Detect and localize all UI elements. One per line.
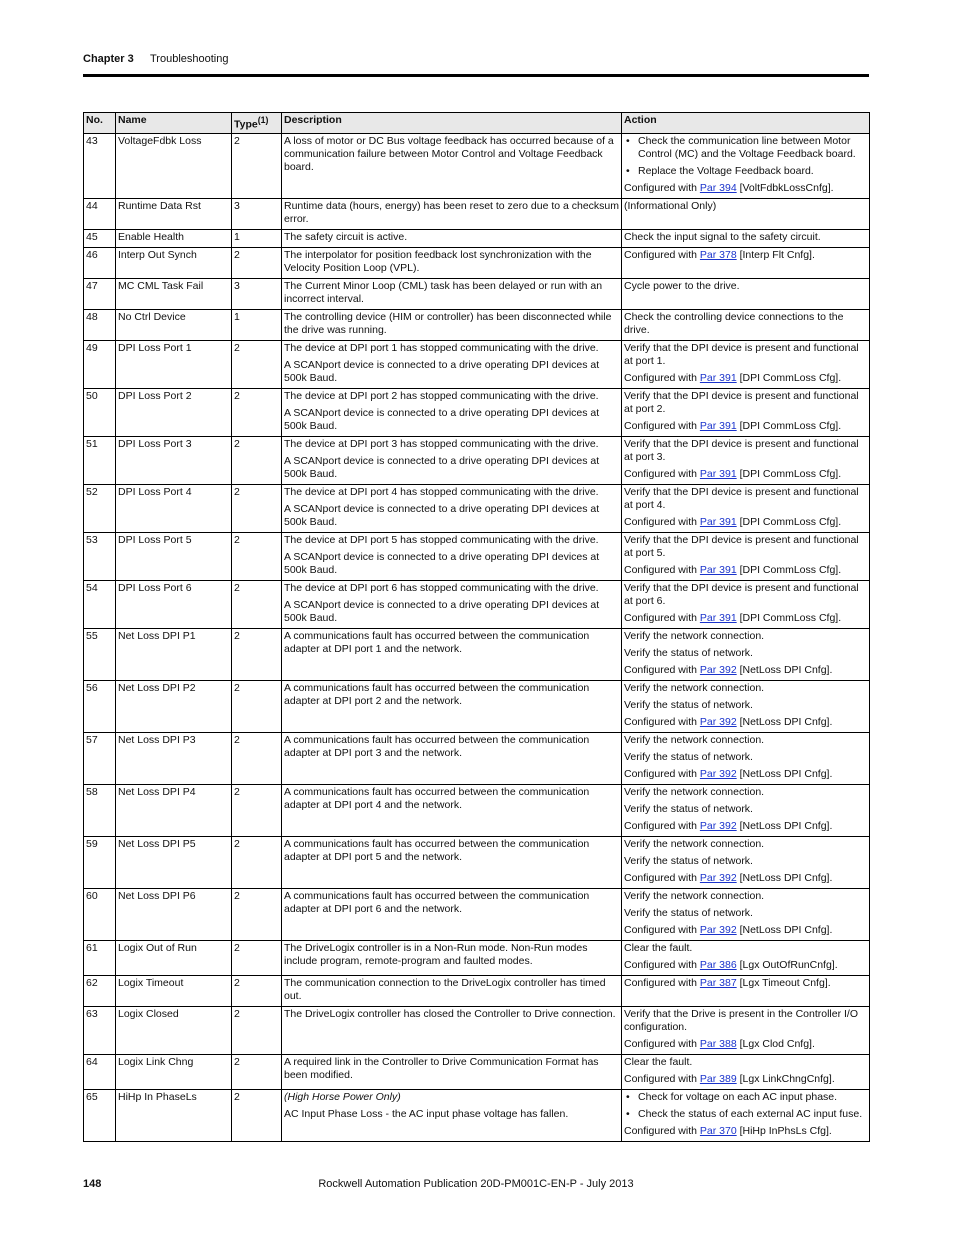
fault-description <box>282 309 622 340</box>
fault-description <box>282 836 622 888</box>
page-header <box>83 53 869 73</box>
fault-action <box>622 940 870 975</box>
config-line <box>624 1125 867 1138</box>
action-text: Verify the status of network. <box>624 854 753 867</box>
config-prefix: Configured with <box>624 958 697 971</box>
config-parameter-name: [NetLoss DPI Cnfg]. <box>739 871 833 884</box>
table-row <box>84 1089 870 1141</box>
parameter-link[interactable]: Par 370 <box>699 1124 737 1137</box>
config-parameter-name: [DPI CommLoss Cfg]. <box>739 419 842 432</box>
description-text: A SCANport device is connected to a drive operating DPI devices at 500k Baud. <box>284 454 600 480</box>
description-text: The DriveLogix controller is in a Non-Run mode. Non-Run modes include program, remote-program and faulted modes. <box>284 941 588 967</box>
fault-description <box>282 784 622 836</box>
config-parameter-name: [VoltFdbkLossCnfg]. <box>739 181 834 194</box>
description-text: A communications fault has occurred between the communication adapter at DPI port 1 and the network. <box>284 629 590 655</box>
fault-name: HiHp In PhaseLs <box>116 1089 232 1141</box>
config-line <box>624 959 867 972</box>
config-line <box>624 516 867 529</box>
fault-type: 2 <box>232 940 282 975</box>
config-prefix: Configured with <box>624 563 697 576</box>
parameter-link[interactable]: Par 392 <box>699 923 737 936</box>
description-text: The DriveLogix controller has closed the Controller to Drive connection. <box>284 1007 616 1020</box>
page-number: 148 <box>83 1178 102 1190</box>
fault-type: 2 <box>232 732 282 784</box>
description-text: AC Input Phase Loss - the AC input phase voltage has fallen. <box>284 1107 569 1120</box>
fault-name: Enable Health <box>116 229 232 247</box>
table-row <box>84 278 870 309</box>
parameter-link[interactable]: Par 392 <box>699 871 737 884</box>
description-text: The Current Minor Loop (CML) task has been delayed or run with an incorrect interval. <box>284 279 603 305</box>
action-text: Verify that the DPI device is present and functional at port 2. <box>624 389 859 415</box>
action-text: Verify the status of network. <box>624 906 753 919</box>
page-footer <box>83 1178 869 1194</box>
fault-number: 57 <box>84 732 116 784</box>
description-text: The controlling device (HIM or controller) has been disconnected while the drive was running. <box>284 310 612 336</box>
table-row <box>84 784 870 836</box>
config-prefix: Configured with <box>624 371 697 384</box>
fault-type: 2 <box>232 888 282 940</box>
fault-name: Net Loss DPI P4 <box>116 784 232 836</box>
action-text: Verify the status of network. <box>624 646 753 659</box>
config-prefix: Configured with <box>624 1072 697 1085</box>
fault-description <box>282 1054 622 1089</box>
config-prefix: Configured with <box>624 715 697 728</box>
fault-description <box>282 340 622 388</box>
type-footnote-marker: (1) <box>257 115 269 125</box>
fault-name: No Ctrl Device <box>116 309 232 340</box>
config-parameter-name: [DPI CommLoss Cfg]. <box>739 563 842 576</box>
description-text: A loss of motor or DC Bus voltage feedback has occurred because of a communication failure between Motor Control and Voltage Feedback board. <box>284 134 614 173</box>
fault-action <box>622 580 870 628</box>
fault-number: 47 <box>84 278 116 309</box>
config-parameter-name: [HiHp InPhsLs Cfg]. <box>739 1124 832 1137</box>
fault-action <box>622 532 870 580</box>
fault-description <box>282 436 622 484</box>
fault-type: 2 <box>232 484 282 532</box>
fault-number: 51 <box>84 436 116 484</box>
table-row <box>84 229 870 247</box>
table-row <box>84 133 870 198</box>
fault-description <box>282 484 622 532</box>
action-text: Verify the network connection. <box>624 629 765 642</box>
description-note: (High Horse Power Only) <box>284 1090 401 1103</box>
fault-name: DPI Loss Port 5 <box>116 532 232 580</box>
config-line <box>624 768 867 781</box>
config-parameter-name: [NetLoss DPI Cnfg]. <box>739 715 833 728</box>
chapter-label: Chapter 3 <box>83 53 134 65</box>
section-title: Troubleshooting <box>150 53 229 65</box>
fault-action <box>622 484 870 532</box>
config-parameter-name: [DPI CommLoss Cfg]. <box>739 611 842 624</box>
description-text: A SCANport device is connected to a drive operating DPI devices at 500k Baud. <box>284 502 600 528</box>
description-text: A required link in the Controller to Drive Communication Format has been modified. <box>284 1055 599 1081</box>
fault-name: Net Loss DPI P2 <box>116 680 232 732</box>
config-parameter-name: [Interp Flt Cnfg]. <box>739 248 815 261</box>
fault-action <box>622 732 870 784</box>
parameter-link[interactable]: Par 391 <box>699 419 737 432</box>
fault-type: 2 <box>232 340 282 388</box>
parameter-link[interactable]: Par 387 <box>699 976 737 989</box>
parameter-link[interactable]: Par 378 <box>699 248 737 261</box>
fault-number: 53 <box>84 532 116 580</box>
fault-description <box>282 229 622 247</box>
fault-type: 2 <box>232 247 282 278</box>
fault-action <box>622 1006 870 1054</box>
config-parameter-name: [DPI CommLoss Cfg]. <box>739 467 842 480</box>
action-text: Verify the network connection. <box>624 837 765 850</box>
config-parameter-name: [NetLoss DPI Cnfg]. <box>739 767 833 780</box>
config-line <box>624 182 867 195</box>
config-parameter-name: [Lgx LinkChngCnfg]. <box>739 1072 835 1085</box>
fault-number: 65 <box>84 1089 116 1141</box>
fault-action <box>622 436 870 484</box>
table-row <box>84 1006 870 1054</box>
action-text: Cycle power to the drive. <box>624 279 740 292</box>
action-text: Verify the network connection. <box>624 733 765 746</box>
fault-type: 3 <box>232 198 282 229</box>
config-prefix: Configured with <box>624 976 697 989</box>
table-row <box>84 888 870 940</box>
description-text: A communications fault has occurred between the communication adapter at DPI port 6 and the network. <box>284 889 590 915</box>
fault-name: Runtime Data Rst <box>116 198 232 229</box>
table-row <box>84 532 870 580</box>
action-text: Verify that the Drive is present in the Controller I/O configuration. <box>624 1007 859 1033</box>
fault-number: 44 <box>84 198 116 229</box>
fault-number: 64 <box>84 1054 116 1089</box>
config-parameter-name: [Lgx Timeout Cnfg]. <box>739 976 831 989</box>
fault-action <box>622 388 870 436</box>
fault-type: 2 <box>232 836 282 888</box>
description-text: The device at DPI port 5 has stopped communicating with the drive. <box>284 533 599 546</box>
config-prefix: Configured with <box>624 419 697 432</box>
parameter-link[interactable]: Par 391 <box>699 611 737 624</box>
action-text: Check the controlling device connections to the drive. <box>624 310 844 336</box>
config-parameter-name: [DPI CommLoss Cfg]. <box>739 515 842 528</box>
action-text: Verify that the DPI device is present and functional at port 4. <box>624 485 859 511</box>
fault-name: DPI Loss Port 6 <box>116 580 232 628</box>
config-prefix: Configured with <box>624 663 697 676</box>
fault-type: 2 <box>232 680 282 732</box>
config-line <box>624 664 867 677</box>
fault-type: 1 <box>232 229 282 247</box>
fault-name: DPI Loss Port 2 <box>116 388 232 436</box>
config-line <box>624 468 867 481</box>
parameter-link[interactable]: Par 391 <box>699 467 737 480</box>
parameter-link[interactable]: Par 392 <box>699 663 737 676</box>
fault-description <box>282 1006 622 1054</box>
fault-type: 2 <box>232 580 282 628</box>
fault-description <box>282 628 622 680</box>
config-line <box>624 716 867 729</box>
fault-action <box>622 340 870 388</box>
description-text: A communications fault has occurred between the communication adapter at DPI port 5 and the network. <box>284 837 590 863</box>
fault-type: 2 <box>232 1054 282 1089</box>
config-line <box>624 1038 867 1051</box>
parameter-link[interactable]: Par 392 <box>699 819 737 832</box>
action-text: Check the input signal to the safety circuit. <box>624 230 821 243</box>
config-prefix: Configured with <box>624 1124 697 1137</box>
config-line <box>624 924 867 937</box>
fault-name: Interp Out Synch <box>116 247 232 278</box>
fault-number: 48 <box>84 309 116 340</box>
parameter-link[interactable]: Par 391 <box>699 563 737 576</box>
fault-number: 45 <box>84 229 116 247</box>
fault-description <box>282 940 622 975</box>
fault-action <box>622 1089 870 1141</box>
fault-action <box>622 975 870 1006</box>
action-text: Verify the status of network. <box>624 698 753 711</box>
fault-description <box>282 1089 622 1141</box>
config-parameter-name: [Lgx OutOfRunCnfg]. <box>739 958 838 971</box>
parameter-link[interactable]: Par 392 <box>699 715 737 728</box>
parameter-link[interactable]: Par 389 <box>699 1072 737 1085</box>
action-bullet: • Check the communication line between Motor Control (MC) and the Voltage Feedback board. <box>624 135 867 161</box>
fault-description <box>282 888 622 940</box>
config-line <box>624 977 867 990</box>
description-text: The interpolator for position feedback lost synchronization with the Velocity Position Loop (VPL). <box>284 248 592 274</box>
fault-description <box>282 532 622 580</box>
config-line <box>624 1073 867 1086</box>
fault-action <box>622 1054 870 1089</box>
description-text: A SCANport device is connected to a drive operating DPI devices at 500k Baud. <box>284 550 600 576</box>
action-text: Verify the status of network. <box>624 750 753 763</box>
fault-type: 2 <box>232 784 282 836</box>
table-row <box>84 484 870 532</box>
fault-action <box>622 229 870 247</box>
fault-name: DPI Loss Port 3 <box>116 436 232 484</box>
config-parameter-name: [NetLoss DPI Cnfg]. <box>739 819 833 832</box>
description-text: The device at DPI port 3 has stopped communicating with the drive. <box>284 437 599 450</box>
fault-name: MC CML Task Fail <box>116 278 232 309</box>
action-text: Verify the network connection. <box>624 681 765 694</box>
fault-name: Logix Closed <box>116 1006 232 1054</box>
action-text: Clear the fault. <box>624 1055 693 1068</box>
fault-type: 2 <box>232 975 282 1006</box>
fault-action <box>622 836 870 888</box>
fault-action <box>622 278 870 309</box>
action-text: (Informational Only) <box>624 199 717 212</box>
fault-name: Logix Link Chng <box>116 1054 232 1089</box>
action-text: Verify the network connection. <box>624 889 765 902</box>
fault-number: 43 <box>84 133 116 198</box>
fault-action <box>622 784 870 836</box>
fault-description <box>282 247 622 278</box>
config-prefix: Configured with <box>624 248 697 261</box>
fault-number: 61 <box>84 940 116 975</box>
fault-number: 54 <box>84 580 116 628</box>
config-line <box>624 420 867 433</box>
fault-number: 50 <box>84 388 116 436</box>
fault-number: 49 <box>84 340 116 388</box>
fault-name: Net Loss DPI P3 <box>116 732 232 784</box>
fault-number: 52 <box>84 484 116 532</box>
header-rule <box>83 74 869 77</box>
fault-number: 55 <box>84 628 116 680</box>
fault-name: Logix Out of Run <box>116 940 232 975</box>
config-prefix: Configured with <box>624 467 697 480</box>
config-prefix: Configured with <box>624 515 697 528</box>
table-row <box>84 975 870 1006</box>
fault-type: 2 <box>232 388 282 436</box>
fault-type: 2 <box>232 628 282 680</box>
fault-action <box>622 247 870 278</box>
action-text: Verify that the DPI device is present and functional at port 6. <box>624 581 859 607</box>
table-header-row <box>84 113 870 134</box>
action-text: Verify that the DPI device is present and functional at port 3. <box>624 437 859 463</box>
description-text: The device at DPI port 6 has stopped communicating with the drive. <box>284 581 599 594</box>
action-text: Verify that the DPI device is present and functional at port 5. <box>624 533 859 559</box>
col-header-description: Description <box>282 113 622 134</box>
fault-number: 60 <box>84 888 116 940</box>
config-line <box>624 612 867 625</box>
fault-number: 56 <box>84 680 116 732</box>
fault-type: 2 <box>232 532 282 580</box>
table-row <box>84 309 870 340</box>
table-row <box>84 680 870 732</box>
table-row <box>84 732 870 784</box>
fault-table-body <box>84 133 870 1141</box>
fault-action <box>622 628 870 680</box>
fault-description <box>282 680 622 732</box>
config-prefix: Configured with <box>624 923 697 936</box>
fault-type: 2 <box>232 436 282 484</box>
fault-description <box>282 580 622 628</box>
config-prefix: Configured with <box>624 1037 697 1050</box>
fault-name: Net Loss DPI P5 <box>116 836 232 888</box>
action-text: Verify the status of network. <box>624 802 753 815</box>
description-text: A SCANport device is connected to a drive operating DPI devices at 500k Baud. <box>284 598 600 624</box>
config-prefix: Configured with <box>624 871 697 884</box>
parameter-link[interactable]: Par 391 <box>699 515 737 528</box>
parameter-link[interactable]: Par 386 <box>699 958 737 971</box>
fault-type: 2 <box>232 1006 282 1054</box>
description-text: The safety circuit is active. <box>284 230 408 243</box>
description-text: A communications fault has occurred between the communication adapter at DPI port 4 and the network. <box>284 785 590 811</box>
fault-action <box>622 133 870 198</box>
fault-type: 1 <box>232 309 282 340</box>
fault-number: 59 <box>84 836 116 888</box>
fault-type: 3 <box>232 278 282 309</box>
table-row <box>84 198 870 229</box>
config-parameter-name: [DPI CommLoss Cfg]. <box>739 371 842 384</box>
parameter-link[interactable]: Par 392 <box>699 767 737 780</box>
col-header-no: No. <box>84 113 116 134</box>
config-parameter-name: [NetLoss DPI Cnfg]. <box>739 663 833 676</box>
config-prefix: Configured with <box>624 767 697 780</box>
fault-type: 2 <box>232 1089 282 1141</box>
config-line <box>624 820 867 833</box>
fault-name: DPI Loss Port 1 <box>116 340 232 388</box>
fault-name: VoltageFdbk Loss <box>116 133 232 198</box>
parameter-link[interactable]: Par 394 <box>699 181 737 194</box>
fault-description <box>282 133 622 198</box>
publication-info: Rockwell Automation Publication 20D-PM001C-EN-P - July 2013 <box>318 1178 634 1190</box>
fault-description <box>282 975 622 1006</box>
action-text: Clear the fault. <box>624 941 693 954</box>
table-row <box>84 940 870 975</box>
col-header-action: Action <box>622 113 870 134</box>
action-text: Verify that the DPI device is present and functional at port 1. <box>624 341 859 367</box>
description-text: The device at DPI port 1 has stopped communicating with the drive. <box>284 341 599 354</box>
description-text: A communications fault has occurred between the communication adapter at DPI port 3 and the network. <box>284 733 590 759</box>
fault-number: 58 <box>84 784 116 836</box>
action-bullet: • Check for voltage on each AC input phase. <box>624 1091 867 1104</box>
fault-number: 62 <box>84 975 116 1006</box>
fault-action <box>622 309 870 340</box>
fault-table <box>83 112 870 1142</box>
description-text: A communications fault has occurred between the communication adapter at DPI port 2 and the network. <box>284 681 590 707</box>
config-line <box>624 372 867 385</box>
fault-number: 63 <box>84 1006 116 1054</box>
description-text: The device at DPI port 4 has stopped communicating with the drive. <box>284 485 599 498</box>
parameter-link[interactable]: Par 388 <box>699 1037 737 1050</box>
fault-description <box>282 278 622 309</box>
fault-type: 2 <box>232 133 282 198</box>
fault-name: Net Loss DPI P1 <box>116 628 232 680</box>
config-line <box>624 564 867 577</box>
config-line <box>624 872 867 885</box>
description-text: A SCANport device is connected to a drive operating DPI devices at 500k Baud. <box>284 358 600 384</box>
parameter-link[interactable]: Par 391 <box>699 371 737 384</box>
fault-number: 46 <box>84 247 116 278</box>
fault-name: DPI Loss Port 4 <box>116 484 232 532</box>
fault-description <box>282 198 622 229</box>
col-header-name: Name <box>116 113 232 134</box>
fault-action <box>622 680 870 732</box>
config-line <box>624 249 867 262</box>
action-text: Verify the network connection. <box>624 785 765 798</box>
description-text: A SCANport device is connected to a drive operating DPI devices at 500k Baud. <box>284 406 600 432</box>
config-parameter-name: [Lgx Clod Cnfg]. <box>739 1037 815 1050</box>
table-row <box>84 340 870 388</box>
description-text: The device at DPI port 2 has stopped communicating with the drive. <box>284 389 599 402</box>
fault-name: Net Loss DPI P6 <box>116 888 232 940</box>
table-row <box>84 388 870 436</box>
fault-name: Logix Timeout <box>116 975 232 1006</box>
action-bullet: • Replace the Voltage Feedback board. <box>624 165 867 178</box>
config-parameter-name: [NetLoss DPI Cnfg]. <box>739 923 833 936</box>
action-bullet: • Check the status of each external AC input fuse. <box>624 1108 867 1121</box>
config-prefix: Configured with <box>624 611 697 624</box>
col-header-type-label: Type <box>234 118 258 131</box>
config-prefix: Configured with <box>624 181 697 194</box>
col-header-type <box>232 113 282 134</box>
table-row <box>84 580 870 628</box>
fault-action <box>622 888 870 940</box>
fault-description <box>282 388 622 436</box>
table-row <box>84 1054 870 1089</box>
table-row <box>84 628 870 680</box>
fault-description <box>282 732 622 784</box>
description-text: The communication connection to the DriveLogix controller has timed out. <box>284 976 606 1002</box>
description-text: Runtime data (hours, energy) has been reset to zero due to a checksum error. <box>284 199 620 225</box>
table-row <box>84 436 870 484</box>
config-prefix: Configured with <box>624 819 697 832</box>
table-row <box>84 247 870 278</box>
table-row <box>84 836 870 888</box>
fault-action <box>622 198 870 229</box>
